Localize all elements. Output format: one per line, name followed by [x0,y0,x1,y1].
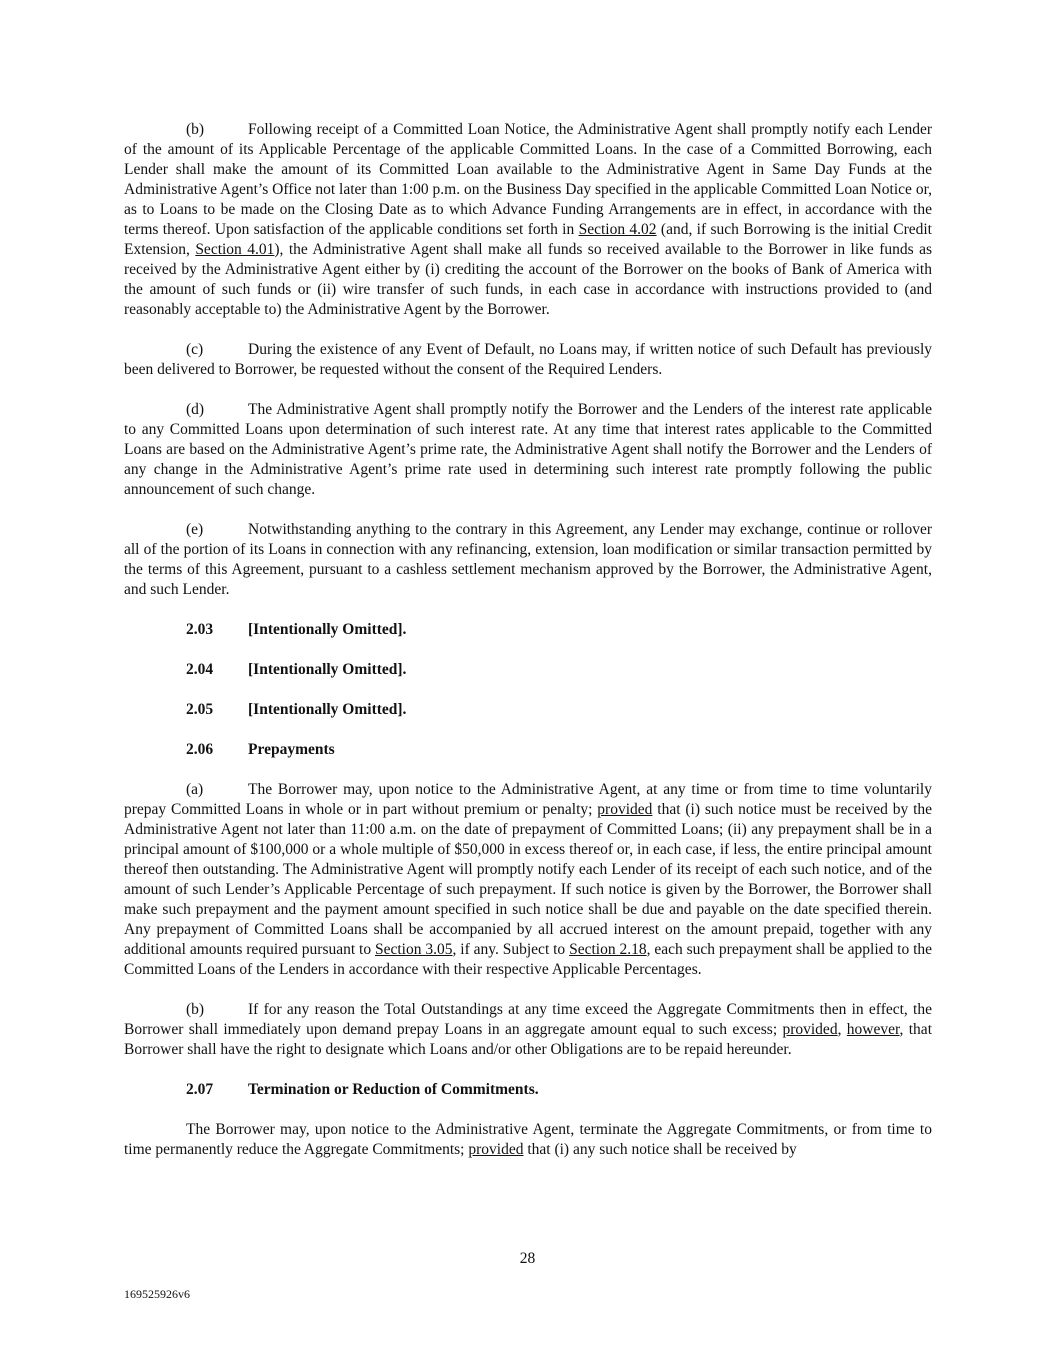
heading-2-03 [124,620,932,640]
section-title: [Intentionally Omitted]. [248,701,407,718]
heading-2-04 [124,660,932,680]
however-term: however [846,1021,900,1038]
provided-term: provided [597,801,653,818]
section-number: 2.03 [186,621,214,638]
section-3-05-link[interactable]: Section 3.05 [375,941,453,958]
section-title: [Intentionally Omitted]. [248,621,407,638]
section-number: 2.05 [186,701,214,718]
provided-term: provided [468,1141,524,1158]
section-title: Prepayments [248,741,335,758]
document-id: 169525926v6 [124,1287,190,1301]
section-4-02-link[interactable]: Section 4.02 [578,221,657,238]
document-body [124,120,932,1180]
section-title: [Intentionally Omitted]. [248,661,407,678]
heading-2-07 [124,1080,932,1100]
paragraph-b-funding: (b) Following receipt of a Committed Loan Notice, the Administrative Agent shall promptly notify each Lender of the amount of its Applicable Percentage of the applicable Committed Loans. In the case of a Committed Borrowing, each Lender shall make the amount of its Committed Loan available to the Administrative Agent in Same Day Funds at the Administrative Agent’s Office not later than 1:00 p.m. on the Business Day specified in the applicable Committed Loan Notice or, as to Loans to be made on the Closing Date as to which Advance Funding Arrangements are in effect, in accordance with the terms thereof. Upon satisfaction of the applicable conditions set forth in Section 4.02 (and, if such Borrowing is the initial Credit Extension, Section 4.01), the Administrative Agent shall make all funds so received available to the Borrower in like funds as received by the Administrative Agent either by (i) crediting the account of the Borrower on the books of Bank of America with the amount of such funds or (ii) wire transfer of such funds, in each case in accordance with instructions provided to (and reasonably acceptable to) the Administrative Agent by the Borrower. [124,121,932,318]
paragraph-a-prepay: (a) The Borrower may, upon notice to the Administrative Agent, at any time or from time to time voluntarily prepay Committed Loans in whole or in part without premium or penalty; provided that (i) such notice must be received by the Administrative Agent not later than 11:00 a.m. on the date of prepayment of Committed Loans; (ii) any prepayment shall be in a principal amount of $100,000 or a whole multiple of $50,000 in excess thereof or, in each case, if less, the entire principal amount thereof then outstanding. The Administrative Agent will promptly notify each Lender of its receipt of each such notice, and of the amount of such Lender’s Applicable Percentage of such prepayment. If such notice is given by the Borrower, the Borrower shall make such prepayment and the payment amount specified in such notice shall be due and payable on the date specified therein. Any prepayment of Committed Loans shall be accompanied by all accrued interest on the amount prepaid, together with any additional amounts required pursuant to Section 3.05, if any. Subject to Section 2.18, each such prepayment shall be applied to the Committed Loans of the Lenders in accordance with their respective Applicable Percentages. [124,781,933,978]
section-4-01-link[interactable]: Section 4.01 [195,241,275,258]
section-title: Termination or Reduction of Commitments. [248,1081,539,1098]
clause-label: (d) [186,401,205,418]
provided-term: provided [782,1021,838,1038]
clause-label: (a) [186,781,204,798]
section-number: 2.07 [186,1081,214,1098]
paragraph-d-interest: (d) The Administrative Agent shall promptly notify the Borrower and the Lenders of the interest rate applicable to any Committed Loans upon determination of such interest rate. At any time that interest rates applicable to the Committed Loans are based on the Administrative Agent’s prime rate, the Administrative Agent shall notify the Borrower and the Lenders of any change in the Administrative Agent’s prime rate used in determining such interest rate promptly following the public announcement of such change. [124,401,932,498]
clause-label: (b) [186,1001,205,1018]
paragraph-b-excess: (b) If for any reason the Total Outstandings at any time exceed the Aggregate Commitments then in effect, the Borrower shall immediately upon demand prepay Loans in an aggregate amount equal to such excess; provided, however, that Borrower shall have the right to designate which Loans and/or other Obligations are to be repaid hereunder. [124,1001,932,1058]
paragraph-c-default: (c) During the existence of any Event of Default, no Loans may, if written notice of such Default has previously been delivered to Borrower, be requested without the consent of the Required Lenders. [124,341,932,378]
heading-2-06 [124,740,932,760]
paragraph-termination: The Borrower may, upon notice to the Administrative Agent, terminate the Aggregate Commitments, or from time to time permanently reduce the Aggregate Commitments; provided that (i) any such notice shall be received by [124,1121,932,1158]
section-number: 2.06 [186,741,214,758]
section-2-18-link[interactable]: Section 2.18 [569,941,647,958]
clause-label: (e) [186,521,204,538]
heading-2-05 [124,700,932,720]
clause-label: (b) [186,121,205,138]
clause-label: (c) [186,341,204,358]
paragraph-e-rollover: (e) Notwithstanding anything to the contrary in this Agreement, any Lender may exchange, continue or rollover all of the portion of its Loans in connection with any refinancing, extension, loan modification or similar transaction permitted by the terms of this Agreement, pursuant to a cashless settlement mechanism approved by the Borrower, the Administrative Agent, and such Lender. [124,521,932,598]
section-number: 2.04 [186,661,214,678]
page-number: 28 [519,1250,536,1267]
